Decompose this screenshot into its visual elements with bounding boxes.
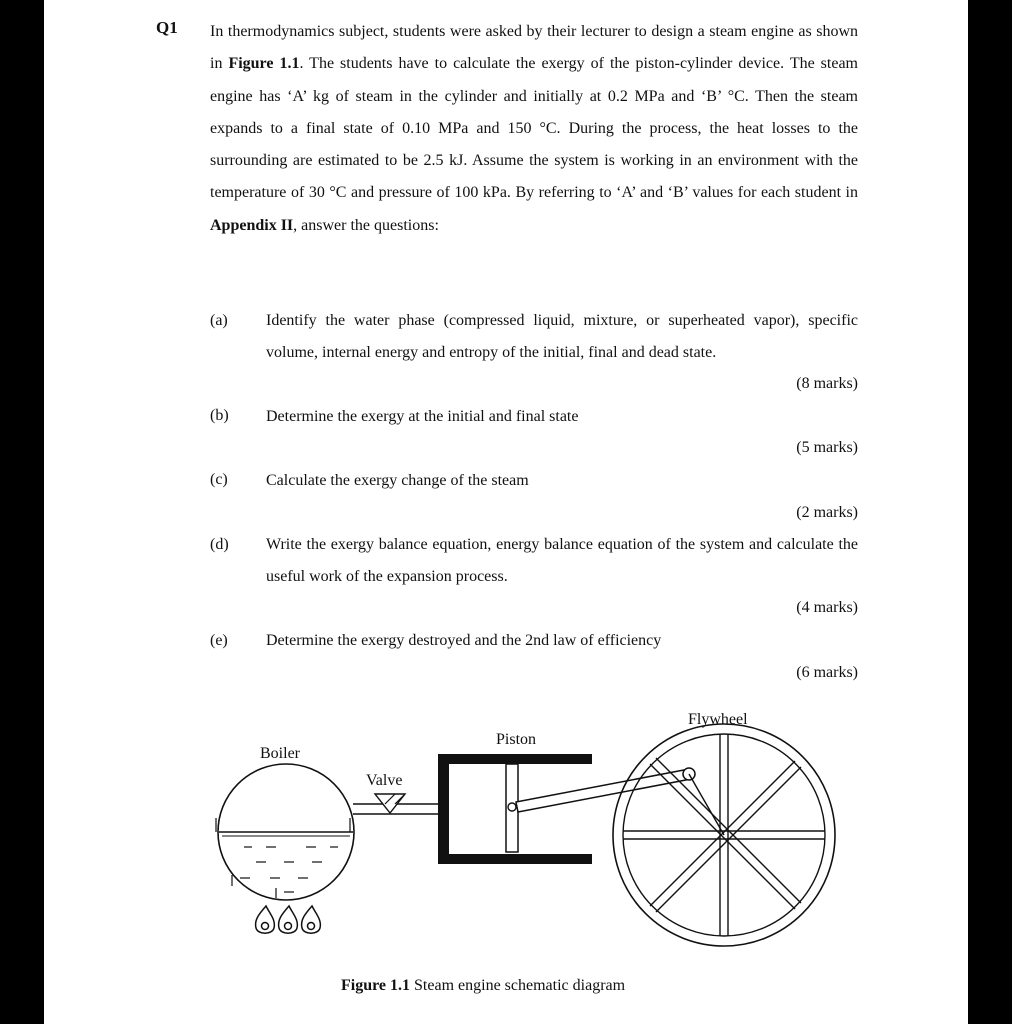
valve-label: Valve bbox=[366, 772, 403, 789]
part-b-marks: (5 marks) bbox=[796, 439, 858, 456]
flywheel-label: Flywheel bbox=[688, 711, 748, 728]
part-a-label: (a) bbox=[210, 312, 228, 329]
figure-caption-number: Figure 1.1 bbox=[341, 977, 411, 994]
part-a-marks: (8 marks) bbox=[796, 375, 858, 392]
part-e-label: (e) bbox=[210, 632, 228, 649]
part-d-text: Write the exergy balance equation, energy balance equation of the system and calculate the useful work of the expansion process. bbox=[266, 536, 858, 585]
boiler bbox=[216, 764, 354, 900]
part-b-label: (b) bbox=[210, 407, 229, 424]
part-c-label: (c) bbox=[210, 471, 228, 488]
piston-label: Piston bbox=[496, 731, 537, 748]
part-b-text: Determine the exergy at the initial and final state bbox=[266, 408, 579, 425]
part-e-text: Determine the exergy destroyed and the 2nd law of efficiency bbox=[266, 632, 662, 649]
part-c-text: Calculate the exergy change of the steam bbox=[266, 472, 529, 489]
burner-flames bbox=[256, 906, 321, 933]
piston-rod bbox=[516, 768, 695, 812]
part-d-marks: (4 marks) bbox=[796, 599, 858, 616]
question-intro bbox=[210, 16, 858, 242]
part-a-text: Identify the water phase (compressed liquid, mixture, or superheated vapor), specific volume, internal energy and entropy of the initial, final and dead state. bbox=[266, 312, 858, 361]
flywheel bbox=[613, 724, 835, 946]
intro-text-run: . The students have to calculate the exergy of the piston-cylinder device. The steam engine has ‘A’ kg of steam in the cylinder and initially at 0.2 MPa and ‘B’ °C. Then the steam expands to a final state of 0.10 MPa and 150 °C. During the process, the heat losses to the surrounding are estimated to be 2.5 kJ. Assume the system is working in an environment with the temperature of 30 °C and pressure of 100 kPa. By referring to ‘A’ and ‘B’ values for each student in bbox=[210, 55, 859, 202]
steam-engine-diagram bbox=[44, 700, 968, 970]
part-e-marks: (6 marks) bbox=[796, 664, 858, 681]
figure-caption bbox=[341, 977, 625, 995]
intro-text-run: , answer the questions: bbox=[293, 216, 439, 234]
intro-bold-run: Figure 1.1 bbox=[228, 55, 300, 73]
figure-caption-text: Steam engine schematic diagram bbox=[410, 977, 626, 994]
part-c-marks: (2 marks) bbox=[796, 504, 858, 521]
document-page bbox=[44, 0, 968, 1024]
question-number: Q1 bbox=[156, 18, 178, 37]
cylinder bbox=[438, 754, 592, 864]
boiler-label: Boiler bbox=[260, 745, 300, 762]
part-d-label: (d) bbox=[210, 536, 229, 553]
intro-bold-run: Appendix II bbox=[210, 216, 294, 234]
intro-text-run: In thermodynamics subject, students were asked by their lecturer to design a steam engine as shown in bbox=[210, 23, 858, 73]
